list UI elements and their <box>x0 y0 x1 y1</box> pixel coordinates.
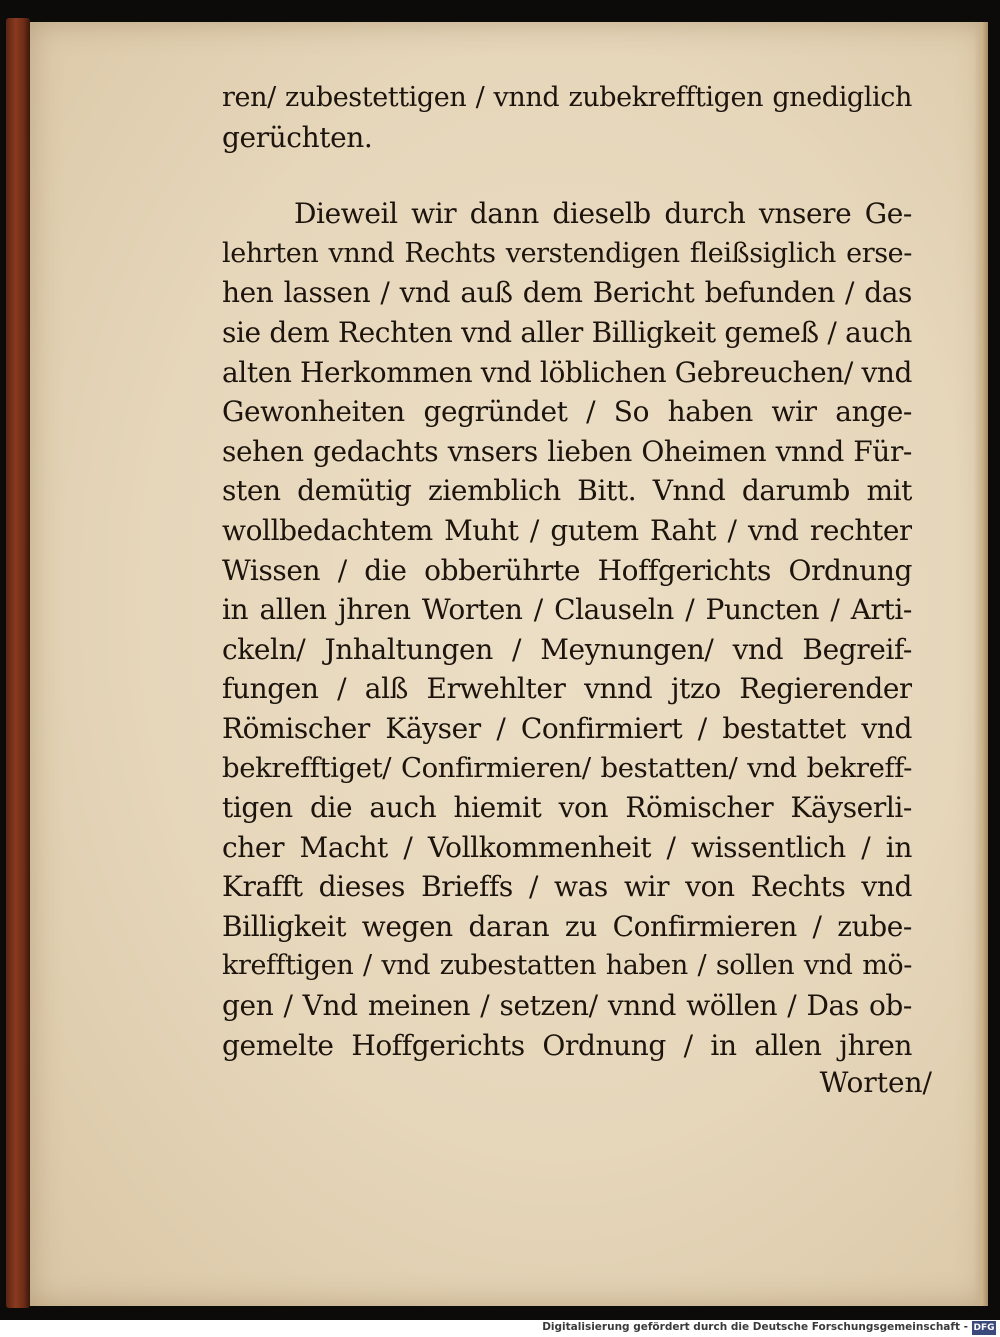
text-line: Wissen / die obberührte Hoffgerichts Ordnung <box>222 553 912 587</box>
text-line: tigen die auch hiemit von Römischer Käyserli- <box>222 791 912 825</box>
text-line: bekrefftiget/ Confirmieren/ bestatten/ vnd bekreff- <box>222 751 912 784</box>
text-line: Gewonheiten gegründet / So haben wir ange- <box>222 395 912 429</box>
text-line: in allen jhren Worten / Clauseln / Puncten / Arti- <box>222 593 912 627</box>
text-line: lehrten vnnd Rechts verstendigen fleißsiglich erse- <box>222 237 912 269</box>
text-line: Dieweil wir dann dieselb durch vnsere Ge- <box>294 197 912 231</box>
paragraph-gap <box>222 157 912 194</box>
text-line: Krafft dieses Brieffs / was wir von Rechts vnd <box>222 870 912 904</box>
text-line: sie dem Rechten vnd aller Billigkeit gemeß / auch <box>222 315 912 349</box>
text-line: krefftigen / vnd zubestatten haben / sollen vnd mö- <box>222 950 912 982</box>
funding-credit: Digitalisierung gefördert durch die Deutsche Forschungsgemeinschaft - <box>542 1321 968 1333</box>
text-line: gen / Vnd meinen / setzen/ vnnd wöllen / Das ob- <box>222 989 912 1023</box>
catchword: Worten/ <box>819 1066 932 1099</box>
text-line: ckeln/ Jnhaltungen / Meynungen/ vnd Begreif- <box>222 632 912 666</box>
text-line: wollbedachtem Muht / gutem Raht / vnd rechter <box>222 513 912 547</box>
book-binding-edge <box>6 18 30 1308</box>
text-line: hen lassen / vnd auß dem Bericht befunden / das <box>222 276 912 310</box>
dfg-logo-icon: DFG <box>973 1323 995 1333</box>
text-line: gemelte Hoffgerichts Ordnung / in allen jhren <box>222 1028 912 1062</box>
footer-bar <box>0 1320 1000 1337</box>
text-line: Römischer Käyser / Confirmiert / bestattet vnd <box>222 711 912 745</box>
page-edge-shadow <box>974 22 988 1306</box>
page-text-block <box>222 78 912 1065</box>
text-line: fungen / alß Erwehlter vnnd jtzo Regierender <box>222 672 912 706</box>
text-line: cher Macht / Vollkommenheit / wissentlich / in <box>222 830 912 864</box>
text-line: sten demütig ziemblich Bitt. Vnnd darumb mit <box>222 474 912 508</box>
text-line: ren/ zubestettigen / vnnd zubekrefftigen gnediglich <box>222 82 912 113</box>
text-line: gerüchten. <box>222 120 373 154</box>
text-line: Billigkeit wegen daran zu Confirmieren / zube- <box>222 909 912 943</box>
text-line: alten Herkommen vnd löblichen Gebreuchen/ vnd <box>222 355 912 389</box>
text-line: sehen gedachts vnsers lieben Oheimen vnnd Für- <box>222 434 912 468</box>
